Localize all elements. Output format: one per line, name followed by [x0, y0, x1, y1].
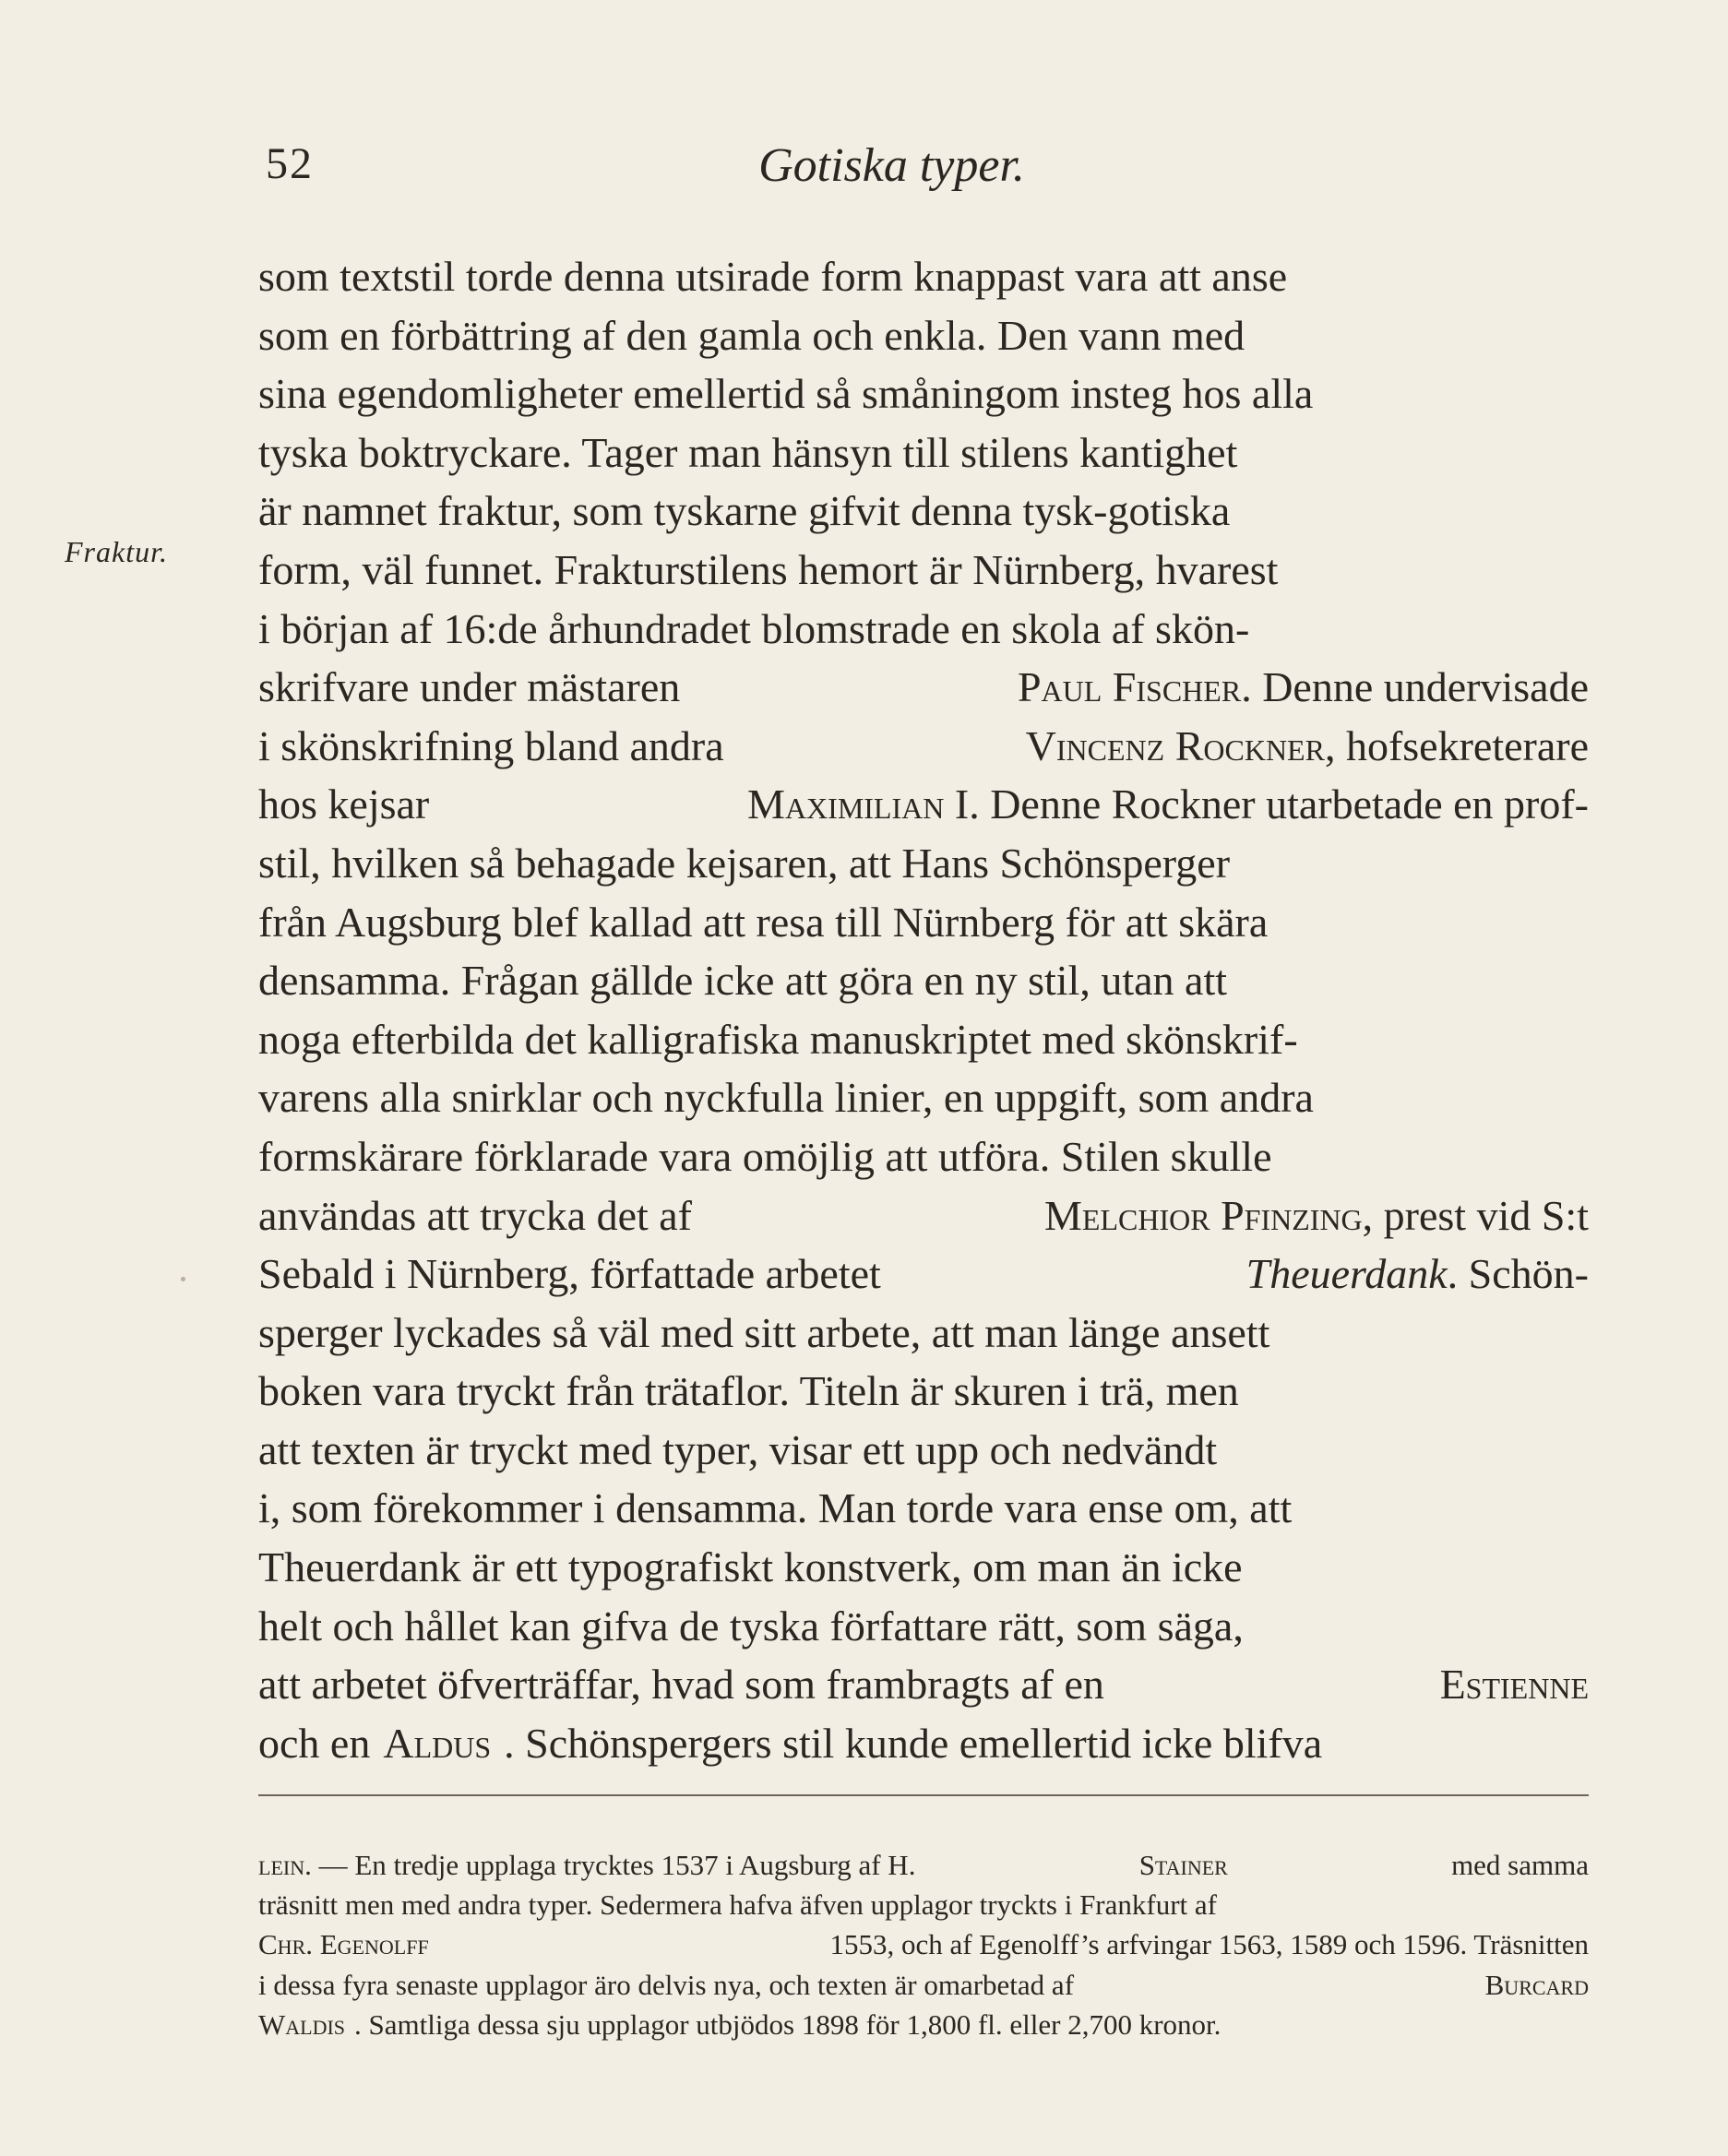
person-name: Maximilian I	[747, 780, 970, 828]
line-text: skrifvare under mästaren	[258, 663, 681, 711]
footnote-text: 1553, och af Egenolff’s arfvingar 1563, 1589 och 1596. Träsnitten	[829, 1928, 1589, 1961]
text-line	[258, 482, 1589, 541]
footnote-text: träsnitt men med andra typer. Sedermera hafva äfven upplagor tryckts i Frankfurt af	[258, 1888, 1217, 1922]
text-line	[258, 1127, 1589, 1186]
line-text: tyska boktryckare. Tager man hänsyn till stilens kantighet	[258, 428, 1238, 476]
text-line	[258, 306, 1589, 365]
person-name: Melchior Pfinzing	[1044, 1191, 1363, 1239]
line-text: Sebald i Nürnberg, författade arbetet	[258, 1250, 881, 1298]
text-line	[258, 951, 1589, 1010]
text-line	[258, 775, 1589, 834]
line-text: i, som förekommer i densamma. Man torde vara ense om, att	[258, 1484, 1293, 1532]
line-text: boken vara tryckt från trätaflor. Titeln är skuren i trä, men	[258, 1367, 1239, 1415]
person-name: Estienne	[1439, 1661, 1589, 1709]
text-line	[258, 1479, 1589, 1538]
line-text: från Augsburg blef kallad att resa till Nürnberg för att skära	[258, 898, 1269, 946]
text-line	[258, 893, 1589, 952]
text-line	[258, 1304, 1589, 1363]
line-text: . Schönspergers stil kunde emellertid icke blifva	[504, 1719, 1323, 1767]
line-text: varens alla snirklar och nyckfulla linier, en uppgift, som andra	[258, 1074, 1314, 1122]
footnote-line	[258, 1845, 1589, 1885]
line-text: att texten är tryckt med typer, visar ett upp och nedvändt	[258, 1425, 1218, 1473]
person-name: Waldis	[258, 2007, 346, 2041]
line-text: helt och hållet kan gifva de tyska författare rätt, som säga,	[258, 1602, 1244, 1650]
line-text: . Denne undervisade	[1241, 663, 1589, 711]
text-line	[258, 541, 1589, 600]
person-name: Chr. Egenolff	[258, 1928, 429, 1961]
footnote-text: lein	[258, 1849, 305, 1881]
footnote-text: med samma	[1451, 1849, 1589, 1881]
footnote-text: . Samtliga dessa sju upplagor utbjödos 1898 för 1,800 fl. eller 2,700 kronor.	[354, 2007, 1222, 2041]
running-title: Gotiska typer.	[758, 139, 1025, 192]
line-text: formskärare förklarade vara omöjlig att utföra. Stilen skulle	[258, 1132, 1272, 1180]
line-text: . Denne Rockner utarbetade en prof-	[969, 780, 1589, 828]
footnote-line	[258, 1965, 1589, 2005]
text-line	[258, 1538, 1589, 1597]
line-text: densamma. Frågan gällde icke att göra en ny stil, utan att	[258, 957, 1228, 1005]
text-line	[258, 600, 1589, 659]
line-text: användas att trycka det af	[258, 1191, 692, 1239]
text-line	[258, 1010, 1589, 1069]
line-text: form, väl funnet. Frakturstilens hemort är Nürnberg, hvarest	[258, 545, 1279, 593]
line-text: i skönskrifning bland andra	[258, 721, 724, 769]
footnote-text: i dessa fyra senaste upplagor äro delvis nya, och texten är omarbetad af	[258, 1968, 1075, 2001]
paper-speck	[181, 1277, 185, 1281]
text-line	[258, 1714, 1589, 1773]
text-line	[258, 834, 1589, 893]
text-line	[258, 658, 1589, 717]
footnote-text: . — En tredje upplaga trycktes 1537 i Augsburg af H.	[304, 1849, 916, 1881]
line-text: , hofsekreterare	[1324, 721, 1589, 769]
person-name: Paul Fischer	[1017, 663, 1242, 711]
text-line	[258, 1186, 1589, 1245]
line-text: i början af 16:de århundradet blomstrade en skola af skön-	[258, 604, 1250, 652]
text-line	[258, 247, 1589, 306]
line-text: hos kejsar	[258, 780, 430, 828]
text-line	[258, 717, 1589, 776]
footnote	[258, 1845, 1589, 2044]
line-text: . Schön-	[1447, 1250, 1589, 1298]
footnote-line	[258, 1924, 1589, 1964]
text-line	[258, 423, 1589, 482]
text-line	[258, 1421, 1589, 1480]
line-text: som en förbättring af den gamla och enkla. Den vann med	[258, 311, 1245, 359]
footnote-divider	[258, 1794, 1589, 1796]
body-text	[258, 247, 1589, 1772]
text-line	[258, 1362, 1589, 1421]
person-name: Aldus	[383, 1719, 492, 1767]
line-text: stil, hvilken så behagade kejsaren, att Hans Schönsperger	[258, 839, 1231, 887]
text-line	[258, 364, 1589, 423]
line-text: är namnet fraktur, som tyskarne gifvit denna tysk-gotiska	[258, 487, 1231, 535]
person-name: Burcard	[1484, 1968, 1589, 2001]
footnote-line	[258, 1885, 1589, 1924]
line-text: sperger lyckades så väl med sitt arbete, att man länge ansett	[258, 1308, 1270, 1356]
text-line	[258, 1597, 1589, 1656]
text-line	[258, 1655, 1589, 1714]
line-text: som textstil torde denna utsirade form knappast vara att anse	[258, 253, 1288, 300]
line-text: noga efterbilda det kalligrafiska manuskriptet med skönskrif-	[258, 1015, 1298, 1063]
line-text: , prest vid S:t	[1362, 1191, 1589, 1239]
book-title: Theuerdank	[1245, 1250, 1448, 1298]
text-line	[258, 1245, 1589, 1304]
footnote-line	[258, 2005, 1589, 2044]
line-text: sina egendomligheter emellertid så småningom insteg hos alla	[258, 370, 1314, 418]
line-text: att arbetet öfverträffar, hvad som frambragts af en	[258, 1661, 1104, 1709]
line-text: Theuerdank är ett typografiskt konstverk, om man än icke	[258, 1543, 1243, 1591]
margin-note: Fraktur.	[65, 535, 168, 568]
person-name: Stainer	[1138, 1849, 1228, 1881]
line-text: och en	[258, 1719, 371, 1767]
page-number: 52	[266, 139, 314, 188]
text-line	[258, 1068, 1589, 1127]
person-name: Vincenz Rockner	[1025, 721, 1325, 769]
